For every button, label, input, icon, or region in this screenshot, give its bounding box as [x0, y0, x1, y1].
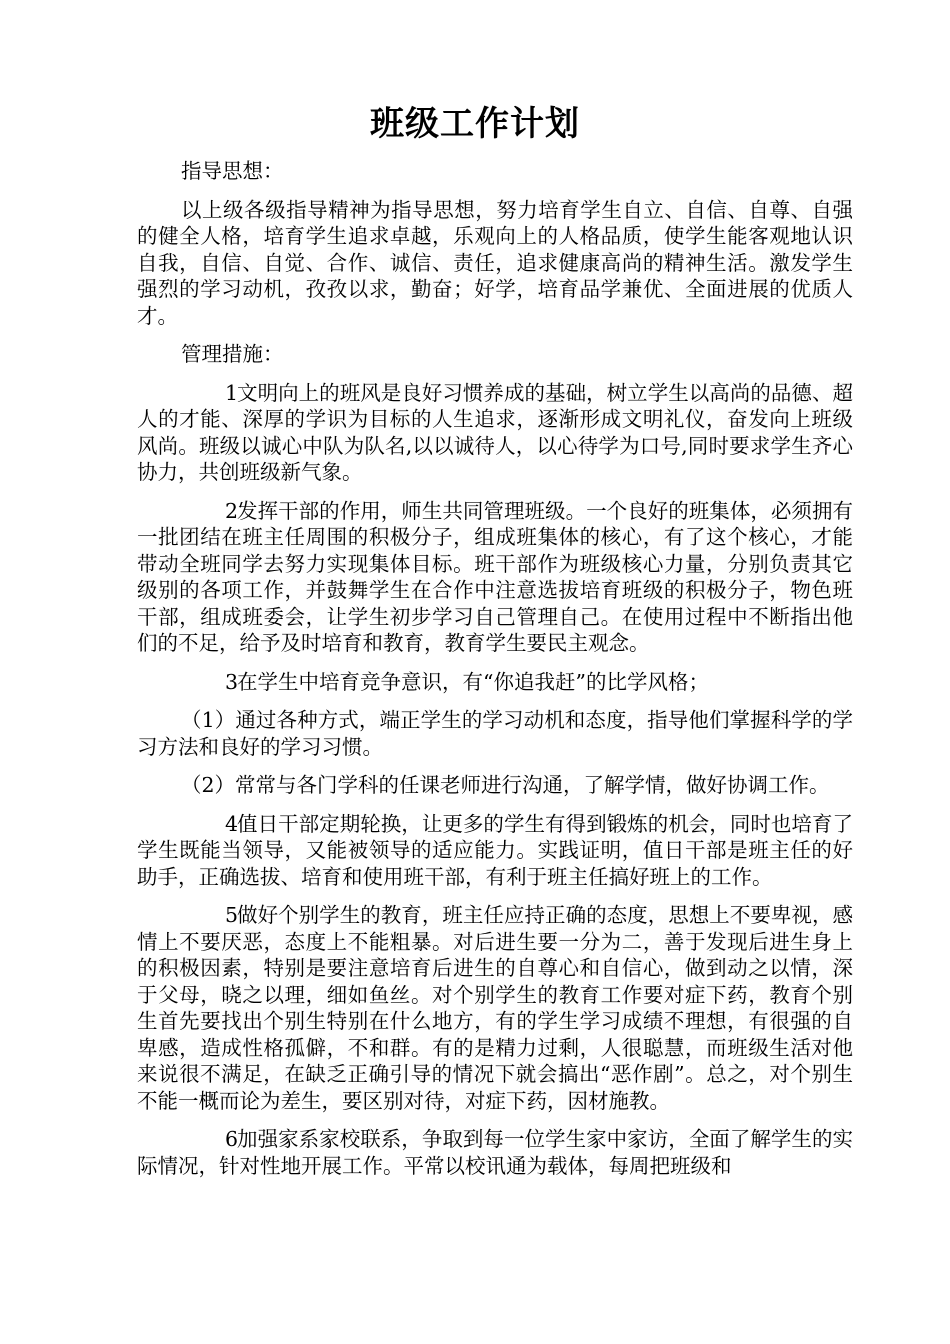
section-heading-guiding-idea: 指导思想：	[181, 159, 284, 183]
item-text: 值日干部定期轮换，让更多的学生有得到锻炼的机会，同时也培育了学生既能当领导，又能被领导的适应能力。实践证明，值日干部是班主任的好助手，正确选拔、培育和使用班干部，有利于班主任搞好班上的工作。	[137, 811, 853, 889]
document-title: 班级工作计划	[370, 104, 580, 144]
item-number: 2	[225, 498, 239, 523]
item-text: 文明向上的班风是良好习惯养成的基础，树立学生以高尚的品德、超人的才能、深厚的学识为目标的人生追求，逐渐形成文明礼仪，奋发向上班级风尚。班级以诚心中队为队名,以以诚待人，以心待学为口号,同时要求学生齐心协力，共创班级新气象。	[137, 380, 853, 484]
item-number: 3	[225, 669, 239, 694]
item-number: 1	[225, 380, 239, 405]
item-number: 4	[225, 811, 239, 836]
item-text: 做好个别学生的教育，班主任应持正确的态度，思想上不要卑视，感情上不要厌恶，态度上不能粗暴。对后进生要一分为二，善于发现后进生身上的积极因素，特别是要注意培育后进生的自尊心和自信心，做到动之以情，深于父母，晓之以理，细如鱼丝。对个别学生的教育工作要对症下药，教育个别生首先要找出个别生特别在什么地方，有的学生学习成绩不理想，有很强的自卑感，造成性格孤僻，不和群。有的是精力过剩，人很聪慧，而班级生活对他来说很不满足，在缺乏正确引导的情况下就会搞出“恶作剧”。总之，对个别生不能一概而论为差生，要区别对待，对症下药，因材施教。	[137, 903, 853, 1113]
paragraph-guiding-idea: 以上级各级指导精神为指导思想，努力培育学生自立、自信、自尊、自强的健全人格，培育学生追求卓越，乐观向上的人格品质，使学生能客观地认识自我，自信、自觉、合作、诚信、责任，追求健康高尚的精神生活。激发学生强烈的学习动机，孜孜以求，勤奋；好学，培育品学兼优、全面进展的优质人才。	[137, 197, 853, 328]
item-number: 6	[225, 1127, 239, 1151]
sub-item: （1）通过各种方式，端正学生的学习动机和态度，指导他们掌握科学的学习方法和良好的学习习惯。	[137, 708, 853, 759]
section-heading-measures: 管理措施：	[181, 342, 284, 366]
sub-item: （2）常常与各门学科的任课老师进行沟通，了解学情，做好协调工作。	[181, 773, 830, 797]
item-text: 发挥干部的作用，师生共同管理班级。一个良好的班集体，必须拥有一批团结在班主任周围的积极分子，组成班集体的核心，有了这个核心，才能带动全班同学去努力实现集体目标。班干部作为班级核心力量，分别负责其它级别的各项工作，并鼓舞学生在合作中注意选拔培育班级的积极分子，物色班干部，组成班委会，让学生初步学习自己管理自己。在使用过程中不断指出他们的不足，给予及时培育和教育，教育学生要民主观念。	[137, 498, 853, 655]
list-item	[137, 811, 853, 891]
item-text: 加强家系家校联系，争取到每一位学生家中家访，全面了解学生的实际情况，针对性地开展工作。平常以校讯通为载体，每周把班级和	[137, 1127, 853, 1178]
item-text: 在学生中培育竞争意识，有“你追我赶”的比学风格；	[237, 669, 709, 694]
list-item	[137, 380, 853, 486]
document-body	[137, 158, 853, 1191]
list-item	[137, 498, 853, 657]
list-item	[137, 669, 853, 696]
item-number: 5	[225, 903, 239, 927]
list-item	[137, 1126, 853, 1179]
list-item	[137, 902, 853, 1114]
